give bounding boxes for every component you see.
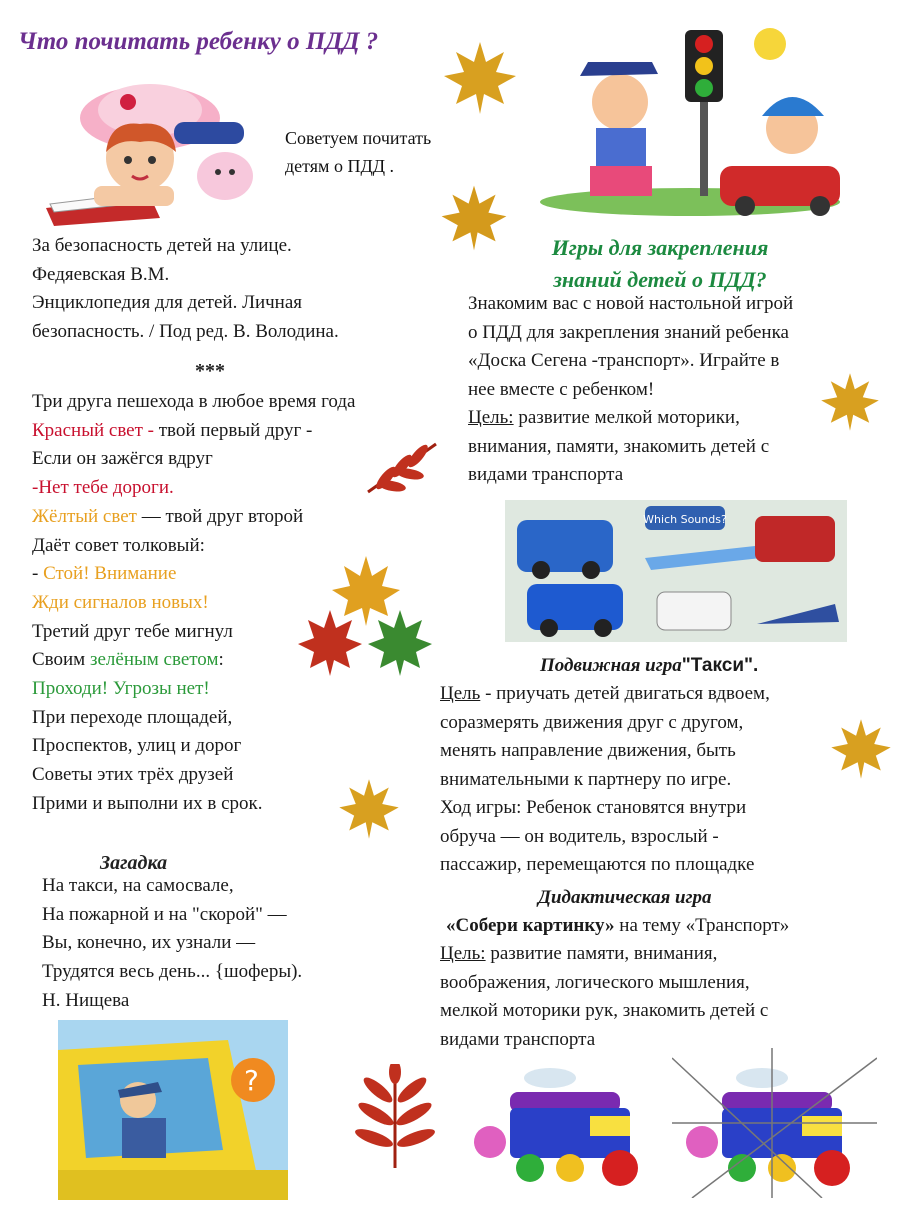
poem-text: твой первый друг -	[158, 419, 313, 441]
seguin-board-transport-image	[505, 500, 847, 642]
games-goal-line: видами транспорта	[468, 464, 624, 485]
goal-label: Цель:	[440, 943, 486, 964]
games-intro	[468, 290, 793, 490]
taxi-line: Ход игры: Ребенок становятся внутри	[440, 797, 747, 818]
riddle-line: На пожарной и на "скорой" —	[42, 903, 287, 925]
bus-driver-illustration	[58, 1020, 288, 1200]
poem-line	[32, 417, 355, 446]
traffic-light-kids-illustration	[540, 16, 846, 216]
page-title: Что почитать ребенку о ПДД ?	[18, 28, 379, 55]
games-intro-line: нее вместе с ребенком!	[468, 378, 655, 400]
poem-line: Три друга пешехода в любое время года	[32, 391, 356, 412]
didactic-description	[440, 940, 768, 1054]
poem-text: — твой друг второй	[136, 505, 304, 527]
taxi-line: пассажир, перемещаются по площадке	[440, 854, 755, 875]
taxi-goal-line	[440, 680, 770, 709]
didactic-line: воображения, логического мышления,	[440, 971, 750, 993]
poem-line: Проходи! Угрозы нет!	[32, 678, 210, 700]
taxi-title	[540, 652, 758, 681]
didactic-game-name: «Собери картинку»	[446, 915, 615, 936]
riddle-line: Вы, конечно, их узнали —	[42, 932, 256, 954]
advice-text	[285, 124, 431, 180]
poem-text: Своим	[32, 649, 90, 671]
poem-line: Третий друг тебе мигнул	[32, 620, 233, 642]
goal-text: развитие памяти, внимания,	[485, 943, 718, 964]
poem-yellow-text: Стой! Внимание	[43, 563, 177, 585]
advice-line-1: Советуем почитать	[285, 128, 432, 148]
riddle-text	[42, 872, 302, 1016]
maple-leaf-icon	[440, 38, 520, 118]
svg-text:?: ?	[244, 1064, 259, 1097]
book-line: За безопасность детей на улице.	[32, 235, 292, 256]
poem-line: При переходе площадей,	[32, 706, 233, 728]
taxi-title-name: "Такси".	[681, 655, 759, 676]
taxi-line: обруча — он водитель, взрослый -	[440, 825, 719, 847]
goal-text: развитие мелкой моторики,	[513, 407, 740, 428]
didactic-line: видами транспорта	[440, 1028, 596, 1050]
games-intro-line: о ПДД для закрепления знаний ребенка	[468, 321, 789, 343]
poem-line: Прими и выполни их в срок.	[32, 792, 263, 814]
riddle-line: Трудятся весь день... {шоферы).	[42, 961, 303, 983]
didactic-line: мелкой моторики рук, знакомить детей с	[440, 1000, 769, 1021]
rowan-leaf-icon	[340, 1064, 450, 1174]
autumn-leaves-cluster-icon	[296, 556, 436, 678]
poem-line: Советы этих трёх друзей	[32, 764, 234, 786]
poem-line: -Нет тебе дороги.	[32, 477, 174, 499]
didactic-goal-line	[440, 940, 768, 969]
didactic-title: Дидактическая игра	[538, 887, 712, 908]
rowan-leaf-icon	[362, 438, 442, 498]
maple-leaf-icon	[818, 370, 882, 434]
riddle-title: Загадка	[100, 852, 168, 874]
goal-text: - приучать детей двигаться вдвоем,	[480, 683, 770, 704]
games-title-line: знаний детей о ПДД?	[553, 267, 767, 292]
games-goal-line	[468, 404, 793, 433]
poem-line: Даёт совет толковый:	[32, 534, 205, 556]
poem-red-text: Красный свет -	[32, 419, 159, 441]
puzzle-label: Which Sounds?	[643, 513, 727, 526]
games-intro-line: Знакомим вас с новой настольной игрой	[468, 293, 794, 314]
poem-text: :	[218, 649, 224, 671]
advice-line-2: детям о ПДД .	[285, 156, 395, 176]
goal-label: Цель:	[468, 407, 514, 428]
goal-label: Цель	[440, 683, 481, 704]
taxi-title-italic: Подвижная игра	[540, 655, 682, 676]
didactic-topic: на тему «Транспорт»	[614, 915, 790, 936]
taxi-line: менять направление движения, быть	[440, 740, 736, 761]
riddle-line: На такси, на самосвале,	[42, 875, 234, 896]
poem-line	[32, 503, 355, 532]
maple-leaf-icon	[336, 776, 402, 842]
book-line: безопасность. / Под ред. В. Володина.	[32, 321, 339, 343]
riddle-line: Н. Нищева	[42, 989, 130, 1011]
taxi-line: внимательными к партнеру по игре.	[440, 768, 732, 790]
poem-line: Проспектов, улиц и дорог	[32, 735, 242, 757]
book-line: Энциклопедия для детей. Личная	[32, 292, 303, 314]
book-list	[32, 232, 339, 347]
poem-text: -	[32, 563, 44, 585]
girl-reading-illustration	[40, 68, 265, 230]
separator-stars: ***	[195, 360, 225, 382]
games-intro-line: «Доска Сегена -транспорт». Играйте в	[468, 350, 780, 371]
maple-leaf-icon	[438, 182, 510, 254]
taxi-line: соразмерять движения друг с другом,	[440, 711, 744, 733]
poem-line: Жди сигналов новых!	[32, 591, 209, 613]
poem-green-text: зелёным светом	[89, 649, 219, 671]
book-line: Федяевская В.М.	[32, 263, 170, 285]
maple-leaf-icon	[828, 716, 894, 782]
taxi-description	[440, 680, 770, 880]
toy-train-image	[470, 1064, 665, 1194]
games-title-line: Игры для закрепления	[551, 235, 769, 260]
poem-yellow-text: Жёлтый свет	[32, 505, 137, 527]
poem-line: Если он зажёгся вдруг	[32, 448, 213, 470]
games-goal-line: внимания, памяти, знакомить детей с	[468, 435, 770, 457]
cut-picture-puzzle-image	[672, 1048, 877, 1198]
games-title	[470, 232, 850, 296]
didactic-name-line	[446, 912, 789, 941]
